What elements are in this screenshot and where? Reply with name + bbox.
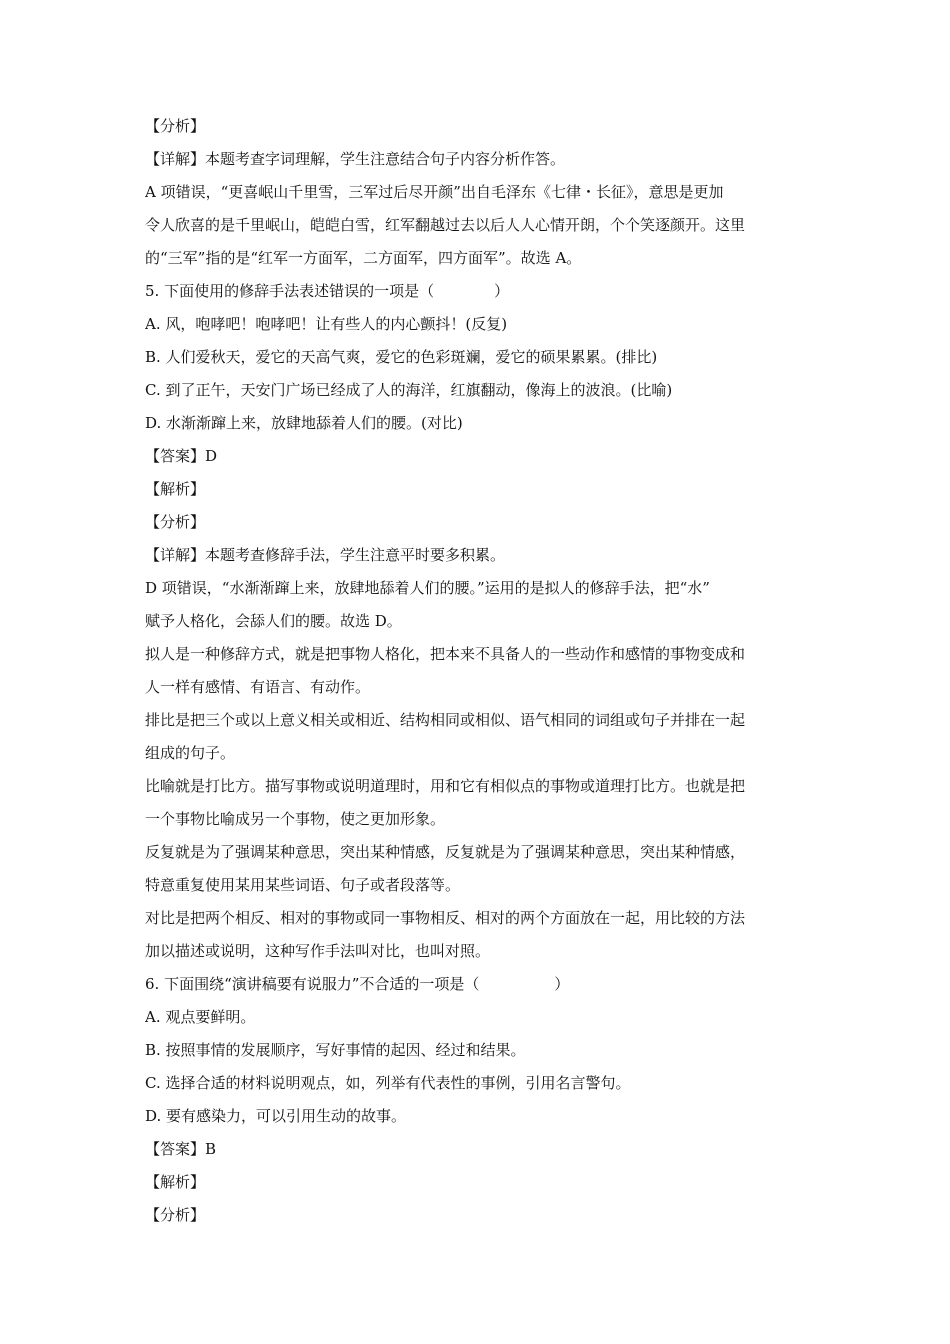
body-text-line: 组成的句子。	[145, 744, 236, 762]
body-text-line: 一个事物比喻成另一个事物，使之更加形象。	[145, 810, 446, 828]
question-5-stem: 5. 下面使用的修辞手法表述错误的一项是（ ）	[145, 282, 510, 300]
body-text-line: 比喻就是打比方。描写事物或说明道理时，用和它有相似点的事物或道理打比方。也就是把	[145, 777, 746, 795]
section-label-analysis: 【分析】	[145, 513, 206, 531]
body-text-line: 排比是把三个或以上意义相关或相近、结构相同或相似、语气相同的词组或句子并排在一起	[145, 711, 746, 729]
answer-label: 【答案】B	[145, 1140, 217, 1158]
question-5-option-b: B. 人们爱秋天，爱它的天高气爽，爱它的色彩斑斓，爱它的硕果累累。(排比)	[145, 348, 658, 366]
question-6-stem: 6. 下面围绕“演讲稿要有说服力”不合适的一项是（ ）	[145, 975, 570, 993]
body-text-line: 反复就是为了强调某种意思，突出某种情感，反复就是为了强调某种意思，突出某种情感，	[145, 843, 746, 861]
answer-label: 【答案】D	[145, 447, 218, 465]
question-6-option-a: A. 观点要鲜明。	[145, 1008, 256, 1026]
question-6-option-c: C. 选择合适的材料说明观点，如，列举有代表性的事例，引用名言警句。	[145, 1074, 631, 1092]
body-text-line: 令人欣喜的是千里岷山，皑皑白雪，红军翻越过去以后人人心情开朗，个个笑逐颜开。这里	[145, 216, 746, 234]
question-5-option-a: A. 风，咆哮吧！咆哮吧！让有些人的内心颤抖！(反复)	[145, 315, 508, 333]
question-6-option-b: B. 按照事情的发展顺序，写好事情的起因、经过和结果。	[145, 1041, 526, 1059]
body-text-line: 特意重复使用某用某些词语、句子或者段落等。	[145, 876, 461, 894]
detail-paragraph: 【详解】本题考查字词理解，学生注意结合句子内容分析作答。	[145, 150, 566, 168]
body-text-line: D 项错误，“水渐渐蹿上来，放肆地舔着人们的腰。”运用的是拟人的修辞手法，把“水”	[145, 579, 710, 597]
question-5-option-d: D. 水渐渐蹿上来，放肆地舔着人们的腰。(对比)	[145, 414, 463, 432]
body-text-line: 人一样有感情、有语言、有动作。	[145, 678, 371, 696]
body-text-line: 的“三军”指的是“红军一方面军，二方面军，四方面军”。故选 A。	[145, 249, 582, 267]
section-label-analysis: 【分析】	[145, 117, 206, 135]
section-label-analysis: 【分析】	[145, 1206, 206, 1224]
body-text-line: 对比是把两个相反、相对的事物或同一事物相反、相对的两个方面放在一起，用比较的方法	[145, 909, 746, 927]
body-text-line: A 项错误，“更喜岷山千里雪，三军过后尽开颜”出自毛泽东《七律・长征》，意思是更加	[145, 183, 724, 201]
question-6-option-d: D. 要有感染力，可以引用生动的故事。	[145, 1107, 407, 1125]
section-label-explanation: 【解析】	[145, 1173, 206, 1191]
body-text-line: 加以描述或说明，这种写作手法叫对比，也叫对照。	[145, 942, 491, 960]
body-text-line: 赋予人格化，会舔人们的腰。故选 D。	[145, 612, 402, 630]
body-text-line: 拟人是一种修辞方式，就是把事物人格化，把本来不具备人的一些动作和感情的事物变成和	[145, 645, 746, 663]
detail-paragraph: 【详解】本题考查修辞手法，学生注意平时要多积累。	[145, 546, 506, 564]
section-label-explanation: 【解析】	[145, 480, 206, 498]
question-5-option-c: C. 到了正午，天安门广场已经成了人的海洋，红旗翻动，像海上的波浪。(比喻)	[145, 381, 673, 399]
